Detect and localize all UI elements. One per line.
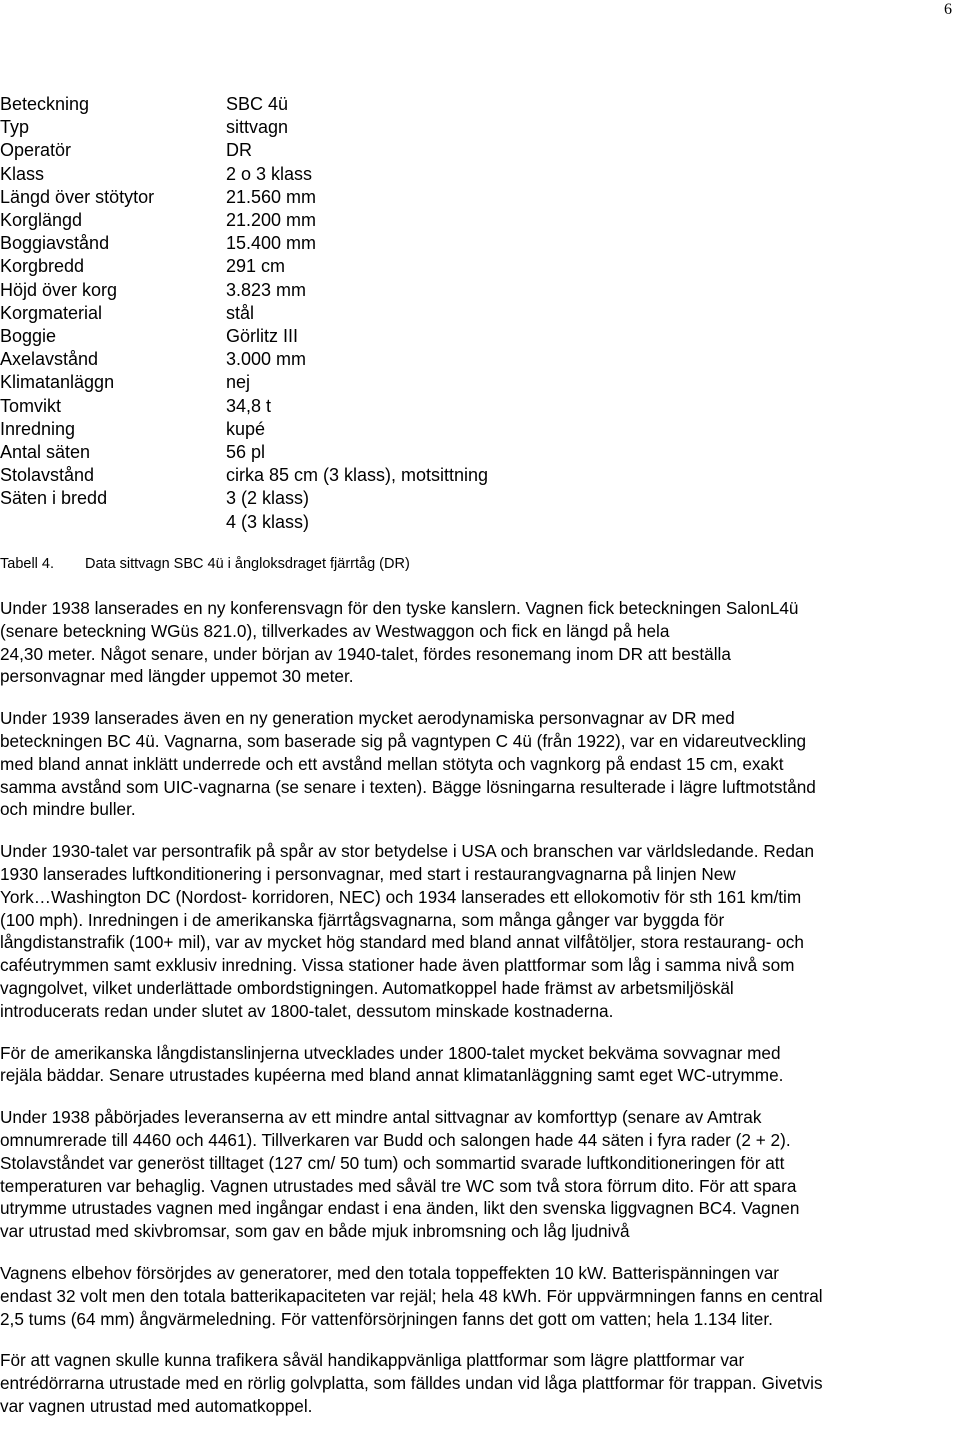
paragraph-line: var vagnen utrustad med automatkoppel. — [0, 1395, 313, 1416]
spec-row — [0, 163, 488, 186]
caption-text: Data sittvagn SBC 4ü i ångloksdraget fjärrtåg (DR) — [85, 556, 410, 572]
paragraph-line: rejäla bäddar. Senare utrustades kupéerna med bland annat klimatanläggning samt eget WC-utrymme. — [0, 1065, 784, 1086]
spec-label: Boggiavstånd — [0, 233, 110, 254]
spec-row — [0, 139, 488, 162]
spec-value: 3 (2 klass) — [226, 488, 310, 509]
spec-value: cirka 85 cm (3 klass), motsittning — [226, 465, 489, 486]
spec-value: SBC 4ü — [226, 94, 289, 114]
spec-row — [0, 371, 488, 394]
paragraph-line: Under 1939 lanserades även en ny generation mycket aerodynamiska personvagnar av DR med — [0, 708, 735, 729]
paragraph-line: 1930 lanserades luftkonditionering i personvagnar, med start i restaurangvagnarna på linjen New — [0, 863, 736, 884]
spec-value: 4 (3 klass) — [226, 511, 310, 532]
paragraph-line: temperaturen var behaglig. Vagnen utrustades med såväl tre WC som två stora förrum dito. För att spara — [0, 1175, 797, 1196]
paragraph-line: vagngolvet, vilket underlättade ombordstigningen. Automatkoppel hade främst av arbetsmiljöskäl — [0, 977, 734, 998]
spec-row — [0, 209, 488, 232]
paragraph — [0, 1349, 958, 1417]
paragraph-line: utrymme utrustades vagnen med ingångar endast i ena änden, likt den svenska liggvagnen BC4. Vagnen — [0, 1198, 800, 1219]
spec-value: 21.560 mm — [226, 186, 317, 207]
spec-value: 291 cm — [226, 256, 286, 277]
spec-value: kupé — [226, 418, 266, 439]
spec-label: Stolavstånd — [0, 465, 95, 486]
spec-label: Korgmaterial — [0, 302, 103, 323]
paragraph-line: Under 1938 påbörjades leveranserna av ett mindre antal sittvagnar av komforttyp (senare av Amtrak — [0, 1107, 762, 1128]
paragraph-line: långdistanstrafik (100+ mil), var av mycket hög standard med bland annat vilfåtöljer, stora restaurang- och — [0, 932, 804, 953]
spec-row — [0, 487, 488, 510]
paragraph-line: Under 1938 lanserades en ny konferensvagn för den tyske kanslern. Vagnen fick beteckningen SalonL4ü — [0, 598, 799, 618]
spec-row — [0, 255, 488, 278]
spec-value: 15.400 mm — [226, 233, 317, 254]
spec-label: Beteckning — [0, 94, 90, 114]
spec-label: Klass — [0, 163, 45, 184]
spec-value: stål — [226, 302, 255, 323]
paragraph-line: (100 mph). Inredningen i de amerikanska fjärrtågsvagnarna, som många gånger var byggda för — [0, 909, 725, 930]
spec-row — [0, 116, 488, 139]
paragraph-line: (senare beteckning WGüs 821.0), tillverkades av Westwaggon och fick en längd på hela — [0, 620, 670, 641]
paragraph-line: med bland annat inklätt underrede och ett avstånd mellan stötyta och vagnkorg på endast 15 cm, exakt — [0, 753, 784, 774]
spec-row — [0, 464, 488, 487]
spec-value: 34,8 t — [226, 395, 272, 416]
paragraph — [0, 1106, 958, 1243]
paragraph-line: entrédörrarna utrustade med en rörlig golvplatta, som fälldes undan vid låga plattformar för trappan. Givetvis — [0, 1373, 823, 1394]
spec-label: Antal säten — [0, 442, 91, 463]
paragraph-line: caféutrymmen samt exklusiv inredning. Vissa stationer hade även plattformar som låg i samma nivå som — [0, 955, 795, 976]
spec-value: Görlitz III — [226, 326, 299, 347]
spec-label — [0, 511, 226, 534]
spec-label: Höjd över korg — [0, 279, 118, 300]
spec-label: Axelavstånd — [0, 349, 99, 370]
spec-value: 21.200 mm — [226, 210, 317, 231]
spec-value: 3.823 mm — [226, 279, 307, 300]
spec-value: 3.000 mm — [226, 349, 307, 370]
spec-value: sittvagn — [226, 117, 289, 138]
paragraph — [0, 597, 958, 688]
paragraph-line: omnumrerade till 4460 och 4461). Tillverkaren var Budd och salongen hade 44 säten i fyra rader (2 + 2). — [0, 1129, 791, 1150]
spec-label: Inredning — [0, 418, 76, 439]
spec-row — [0, 186, 488, 209]
spec-row — [0, 395, 488, 418]
paragraph-line: introducerats redan under slutet av 1800-talet, dessutom minskade kostnaderna. — [0, 1000, 614, 1021]
spec-row — [0, 348, 488, 371]
paragraph-line: Vagnens elbehov försörjdes av generatorer, med den totala toppeffekten 10 kW. Batterispänningen var — [0, 1262, 780, 1283]
paragraph-line: York…Washington DC (Nordost- korridoren, NEC) och 1934 lanserades ett ellokomotiv för sth 161 km/tim — [0, 886, 802, 907]
paragraph-line: samma avstånd som UIC-vagnarna (se senare i texten). Bägge lösningarna resulterade i lägre luftmotstånd — [0, 776, 816, 797]
paragraph-line: Under 1930-talet var persontrafik på spår av stor betydelse i USA och branschen var världsledande. Redan — [0, 841, 814, 862]
spec-label: Tomvikt — [0, 395, 62, 416]
spec-label: Operatör — [0, 140, 72, 161]
spec-value: 56 pl — [226, 442, 266, 463]
paragraph-line: och mindre buller. — [0, 799, 136, 820]
table-caption — [0, 555, 410, 573]
page-number: 6 — [944, 1, 952, 18]
spec-row — [0, 325, 488, 348]
spec-row — [0, 511, 488, 534]
spec-table — [0, 93, 488, 534]
paragraph-line: 24,30 meter. Något senare, under början av 1940-talet, fördes resonemang inom DR att beställa — [0, 643, 731, 664]
spec-label: Säten i bredd — [0, 488, 108, 509]
caption-label: Tabell 4. — [0, 556, 55, 572]
spec-value: DR — [226, 140, 252, 161]
spec-label: Boggie — [0, 326, 57, 347]
paragraph-line: var utrustad med skivbromsar, som gav en både mjuk inbromsning och låg ljudnivå — [0, 1221, 630, 1242]
spec-row — [0, 232, 488, 255]
spec-label: Korgbredd — [0, 256, 85, 277]
paragraph-line: endast 32 volt men den totala batterikapaciteten var rejäl; hela 48 kWh. För uppvärmningen fanns en central — [0, 1285, 823, 1306]
spec-row — [0, 279, 488, 302]
paragraph-line: Stolavståndet var generöst tilltaget (127 cm/ 50 tum) och sommartid svarade luftkonditioneringen för att — [0, 1152, 785, 1173]
paragraph — [0, 1042, 958, 1088]
spec-row — [0, 302, 488, 325]
spec-row — [0, 441, 488, 464]
paragraph-line: 2,5 tums (64 mm) ångvärmeledning. För vattenförsörjningen fanns det gott om vatten; hela 1.134 liter. — [0, 1308, 773, 1329]
spec-value: 2 o 3 klass — [226, 163, 313, 184]
spec-label: Klimatanläggn — [0, 372, 115, 393]
spec-row — [0, 418, 488, 441]
paragraph — [0, 707, 958, 821]
spec-value: nej — [226, 372, 251, 393]
spec-row — [0, 93, 488, 116]
spec-label: Längd över stötytor — [0, 186, 155, 207]
paragraph — [0, 1262, 958, 1330]
paragraph-line: personvagnar med längder uppemot 30 meter. — [0, 666, 354, 687]
paragraph-line: beteckningen BC 4ü. Vagnarna, som baserade sig på vagntypen C 4ü (från 1922), var en vidareutveckling — [0, 730, 807, 751]
paragraph-line: För att vagnen skulle kunna trafikera såväl handikappvänliga plattformar som lägre plattformar var — [0, 1350, 745, 1371]
paragraph — [0, 840, 958, 1022]
spec-label: Korglängd — [0, 210, 83, 231]
paragraph-line: För de amerikanska långdistanslinjerna utvecklades under 1800-talet mycket bekväma sovvagnar med — [0, 1042, 781, 1063]
spec-label: Typ — [0, 117, 30, 138]
body-text — [0, 597, 958, 1418]
